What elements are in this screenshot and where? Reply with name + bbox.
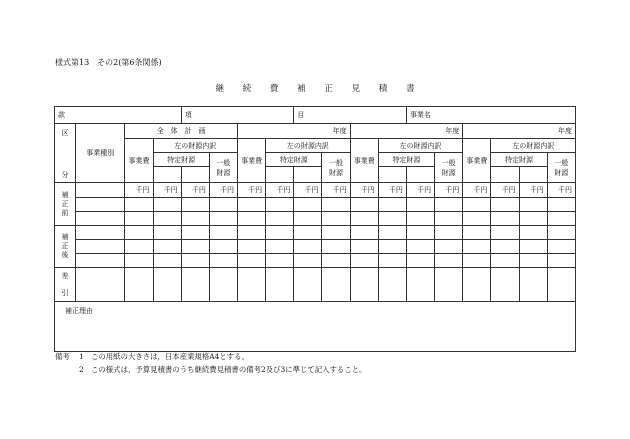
data-cell[interactable] — [153, 268, 181, 302]
tokutei-sub-cell — [153, 167, 181, 183]
before-char: 正 — [61, 199, 69, 208]
data-cell[interactable] — [181, 226, 209, 240]
nendo-header-1[interactable]: 年度 — [238, 124, 351, 139]
unit-label: 千円 — [519, 183, 547, 198]
data-cell[interactable] — [519, 226, 547, 240]
data-cell[interactable] — [406, 268, 434, 302]
ippan-label-2: 財源 — [329, 168, 344, 177]
data-cell[interactable] — [266, 240, 294, 254]
data-cell[interactable] — [76, 226, 125, 240]
data-cell[interactable] — [266, 198, 294, 212]
tokutei-sub-cell — [181, 167, 209, 183]
ippan-label-1: 一般 — [329, 158, 344, 167]
reason-cell[interactable] — [55, 302, 576, 352]
data-cell[interactable] — [406, 198, 434, 212]
ippan-header — [547, 153, 575, 183]
data-cell[interactable] — [266, 212, 294, 226]
title-char: 書 — [406, 84, 415, 94]
data-cell[interactable] — [435, 240, 463, 254]
data-cell[interactable] — [209, 254, 237, 268]
data-cell[interactable] — [322, 268, 350, 302]
data-cell[interactable] — [76, 268, 125, 302]
kou-label: 項 — [184, 111, 192, 119]
reason-row — [55, 302, 576, 352]
after-char: 補 — [61, 233, 69, 241]
data-cell[interactable] — [209, 226, 237, 240]
nendo-header-3[interactable]: 年度 — [463, 124, 576, 139]
data-cell[interactable] — [519, 198, 547, 212]
notes-label: 備考 — [55, 352, 70, 361]
unit-label: 千円 — [322, 183, 350, 198]
after-row-1 — [55, 226, 576, 240]
data-cell[interactable] — [125, 240, 153, 254]
title-char: 継 — [215, 84, 224, 94]
tokutei-sub-cell — [266, 167, 294, 183]
overall-plan-header: 全 体 計 画 — [125, 124, 238, 139]
before-label — [55, 183, 76, 226]
moku-label: 目 — [297, 111, 305, 119]
before-row-1 — [55, 183, 576, 198]
data-cell[interactable] — [547, 212, 575, 226]
unit-label: 千円 — [238, 183, 266, 198]
breakdown-row — [55, 139, 576, 153]
kou-cell[interactable] — [181, 107, 294, 124]
breakdown-header: 左の財源内訳 — [378, 139, 462, 153]
note-text: この用紙の大きさは，日本産業規格A4とする。 — [91, 352, 249, 361]
before-char: 補 — [61, 190, 69, 199]
tokutei-sub-cell — [294, 167, 322, 183]
after-label — [55, 226, 76, 268]
ippan-label-2: 財源 — [216, 168, 231, 177]
tokutei-sub-cell — [378, 167, 406, 183]
jigyou-shubetsu-header: 事業種別 — [76, 124, 125, 183]
kan-label: 款 — [58, 111, 65, 119]
data-cell[interactable] — [125, 254, 153, 268]
data-cell[interactable] — [463, 212, 491, 226]
unit-label: 千円 — [463, 183, 491, 198]
title-char: 積 — [378, 84, 388, 94]
before-row-2 — [55, 198, 576, 212]
data-cell[interactable] — [463, 198, 491, 212]
ippan-label-2: 財源 — [554, 168, 569, 177]
jigyou-mei-label: 事業名 — [409, 111, 431, 119]
data-cell[interactable] — [294, 268, 322, 302]
title-char: 続 — [242, 84, 252, 94]
data-cell[interactable] — [76, 212, 125, 226]
data-cell[interactable] — [378, 268, 406, 302]
data-cell[interactable] — [378, 240, 406, 254]
unit-label: 千円 — [491, 183, 519, 198]
jigyouhi-header: 事業費 — [350, 139, 378, 183]
before-char: 前 — [61, 208, 69, 217]
breakdown-header: 左の財源内訳 — [153, 139, 237, 153]
reason-label: 補正理由 — [65, 307, 93, 315]
data-cell[interactable] — [266, 254, 294, 268]
data-cell[interactable] — [238, 226, 266, 240]
estimate-table — [54, 106, 576, 352]
data-cell[interactable] — [491, 268, 519, 302]
data-cell[interactable] — [266, 226, 294, 240]
tokutei-header: 特定財源 — [378, 153, 434, 167]
data-cell[interactable] — [435, 268, 463, 302]
data-cell[interactable] — [406, 212, 434, 226]
data-cell[interactable] — [519, 268, 547, 302]
unit-label: 千円 — [209, 183, 237, 198]
data-cell[interactable] — [181, 268, 209, 302]
note-item — [55, 363, 366, 376]
data-cell[interactable] — [76, 198, 125, 212]
data-cell[interactable] — [406, 226, 434, 240]
data-cell[interactable] — [322, 198, 350, 212]
unit-label: 千円 — [181, 183, 209, 198]
data-cell[interactable] — [153, 212, 181, 226]
diff-char: 引 — [61, 288, 69, 297]
data-cell[interactable] — [322, 226, 350, 240]
diff-char: 差 — [61, 271, 69, 280]
data-cell[interactable] — [266, 268, 294, 302]
nendo-header-2[interactable]: 年度 — [350, 124, 463, 139]
ippan-header — [322, 153, 350, 183]
data-cell[interactable] — [153, 198, 181, 212]
data-cell[interactable] — [378, 254, 406, 268]
ippan-label-1: 一般 — [441, 158, 456, 167]
data-cell[interactable] — [153, 226, 181, 240]
note-text: この様式は，予算見積書のうち継続費見積書の備考2及び3に準じて記入すること。 — [91, 365, 367, 374]
data-cell[interactable] — [181, 212, 209, 226]
unit-label: 千円 — [406, 183, 434, 198]
data-cell[interactable] — [435, 212, 463, 226]
data-cell[interactable] — [463, 240, 491, 254]
title-char: 正 — [324, 84, 333, 94]
data-cell[interactable] — [547, 254, 575, 268]
ippan-label-1: 一般 — [216, 158, 231, 167]
data-cell[interactable] — [322, 254, 350, 268]
header-row — [55, 107, 576, 124]
ippan-header — [209, 153, 237, 183]
data-cell[interactable] — [519, 212, 547, 226]
unit-label: 千円 — [266, 183, 294, 198]
unit-label: 千円 — [350, 183, 378, 198]
data-cell[interactable] — [519, 240, 547, 254]
notes — [55, 350, 366, 376]
data-cell[interactable] — [76, 183, 125, 198]
diff-row — [55, 268, 576, 302]
unit-label: 千円 — [153, 183, 181, 198]
diff-label — [55, 268, 76, 302]
data-cell[interactable] — [238, 268, 266, 302]
data-cell[interactable] — [378, 212, 406, 226]
data-cell[interactable] — [547, 268, 575, 302]
jigyou-mei-cell[interactable] — [406, 107, 575, 124]
data-cell[interactable] — [209, 240, 237, 254]
kubun-cell — [55, 124, 76, 183]
data-cell[interactable] — [125, 226, 153, 240]
tokutei-header: 特定財源 — [266, 153, 322, 167]
form-number: 様式第13 その2(第6条関係) — [55, 58, 162, 67]
tokutei-sub-cell — [519, 167, 547, 183]
unit-label: 千円 — [547, 183, 575, 198]
data-cell[interactable] — [406, 240, 434, 254]
before-row-3 — [55, 212, 576, 226]
data-cell[interactable] — [350, 254, 378, 268]
unit-label: 千円 — [435, 183, 463, 198]
data-cell[interactable] — [294, 198, 322, 212]
data-cell[interactable] — [125, 212, 153, 226]
document-title — [0, 82, 630, 94]
data-cell[interactable] — [547, 240, 575, 254]
data-cell[interactable] — [238, 240, 266, 254]
data-cell[interactable] — [76, 254, 125, 268]
period-row — [55, 124, 576, 139]
bun-label: 分 — [61, 171, 69, 179]
unit-label: 千円 — [125, 183, 153, 198]
data-cell[interactable] — [406, 254, 434, 268]
title-char: 見 — [351, 84, 361, 94]
data-cell[interactable] — [435, 198, 463, 212]
data-cell[interactable] — [350, 240, 378, 254]
data-cell[interactable] — [209, 212, 237, 226]
data-cell[interactable] — [519, 254, 547, 268]
data-cell[interactable] — [294, 226, 322, 240]
data-cell[interactable] — [181, 240, 209, 254]
data-cell[interactable] — [463, 254, 491, 268]
data-cell[interactable] — [322, 240, 350, 254]
data-cell[interactable] — [238, 254, 266, 268]
data-cell[interactable] — [491, 212, 519, 226]
after-row-2 — [55, 240, 576, 254]
data-cell[interactable] — [238, 198, 266, 212]
tokutei-header: 特定財源 — [491, 153, 547, 167]
moku-cell[interactable] — [294, 107, 407, 124]
data-cell[interactable] — [491, 226, 519, 240]
tokutei-sub-cell — [491, 167, 519, 183]
data-cell[interactable] — [125, 268, 153, 302]
breakdown-header: 左の財源内訳 — [491, 139, 576, 153]
data-cell[interactable] — [238, 212, 266, 226]
ippan-label-1: 一般 — [554, 158, 569, 167]
tokutei-sub-cell — [406, 167, 434, 183]
data-cell[interactable] — [294, 240, 322, 254]
title-char: 費 — [269, 84, 279, 94]
data-cell[interactable] — [76, 240, 125, 254]
title-char: 補 — [297, 84, 306, 94]
breakdown-header: 左の財源内訳 — [266, 139, 350, 153]
unit-label: 千円 — [294, 183, 322, 198]
jigyouhi-header: 事業費 — [463, 139, 491, 183]
data-cell[interactable] — [463, 268, 491, 302]
data-cell[interactable] — [378, 198, 406, 212]
data-cell[interactable] — [294, 212, 322, 226]
note-number: 2 — [79, 365, 84, 374]
data-cell[interactable] — [547, 226, 575, 240]
tokutei-header: 特定財源 — [153, 153, 209, 167]
data-cell[interactable] — [153, 240, 181, 254]
data-cell[interactable] — [125, 198, 153, 212]
jigyouhi-header: 事業費 — [125, 139, 153, 183]
data-cell[interactable] — [378, 226, 406, 240]
note-item — [55, 350, 366, 363]
data-cell[interactable] — [153, 254, 181, 268]
data-cell[interactable] — [350, 226, 378, 240]
data-cell[interactable] — [322, 212, 350, 226]
ippan-header — [435, 153, 463, 183]
data-cell[interactable] — [435, 254, 463, 268]
data-cell[interactable] — [491, 254, 519, 268]
note-number: 1 — [79, 352, 84, 361]
data-cell[interactable] — [463, 226, 491, 240]
data-cell[interactable] — [350, 198, 378, 212]
data-cell[interactable] — [435, 226, 463, 240]
data-cell[interactable] — [547, 198, 575, 212]
ku-label: 区 — [61, 129, 69, 137]
after-char: 正 — [61, 242, 69, 250]
data-cell[interactable] — [491, 198, 519, 212]
data-cell[interactable] — [294, 254, 322, 268]
data-cell[interactable] — [181, 198, 209, 212]
jigyouhi-header: 事業費 — [238, 139, 266, 183]
data-cell[interactable] — [209, 268, 237, 302]
ippan-label-2: 財源 — [441, 168, 456, 177]
data-cell[interactable] — [350, 268, 378, 302]
data-cell[interactable] — [491, 240, 519, 254]
data-cell[interactable] — [209, 198, 237, 212]
after-row-3 — [55, 254, 576, 268]
data-cell[interactable] — [181, 254, 209, 268]
kan-cell[interactable] — [55, 107, 182, 124]
after-char: 後 — [61, 251, 69, 259]
data-cell[interactable] — [350, 212, 378, 226]
unit-label: 千円 — [378, 183, 406, 198]
